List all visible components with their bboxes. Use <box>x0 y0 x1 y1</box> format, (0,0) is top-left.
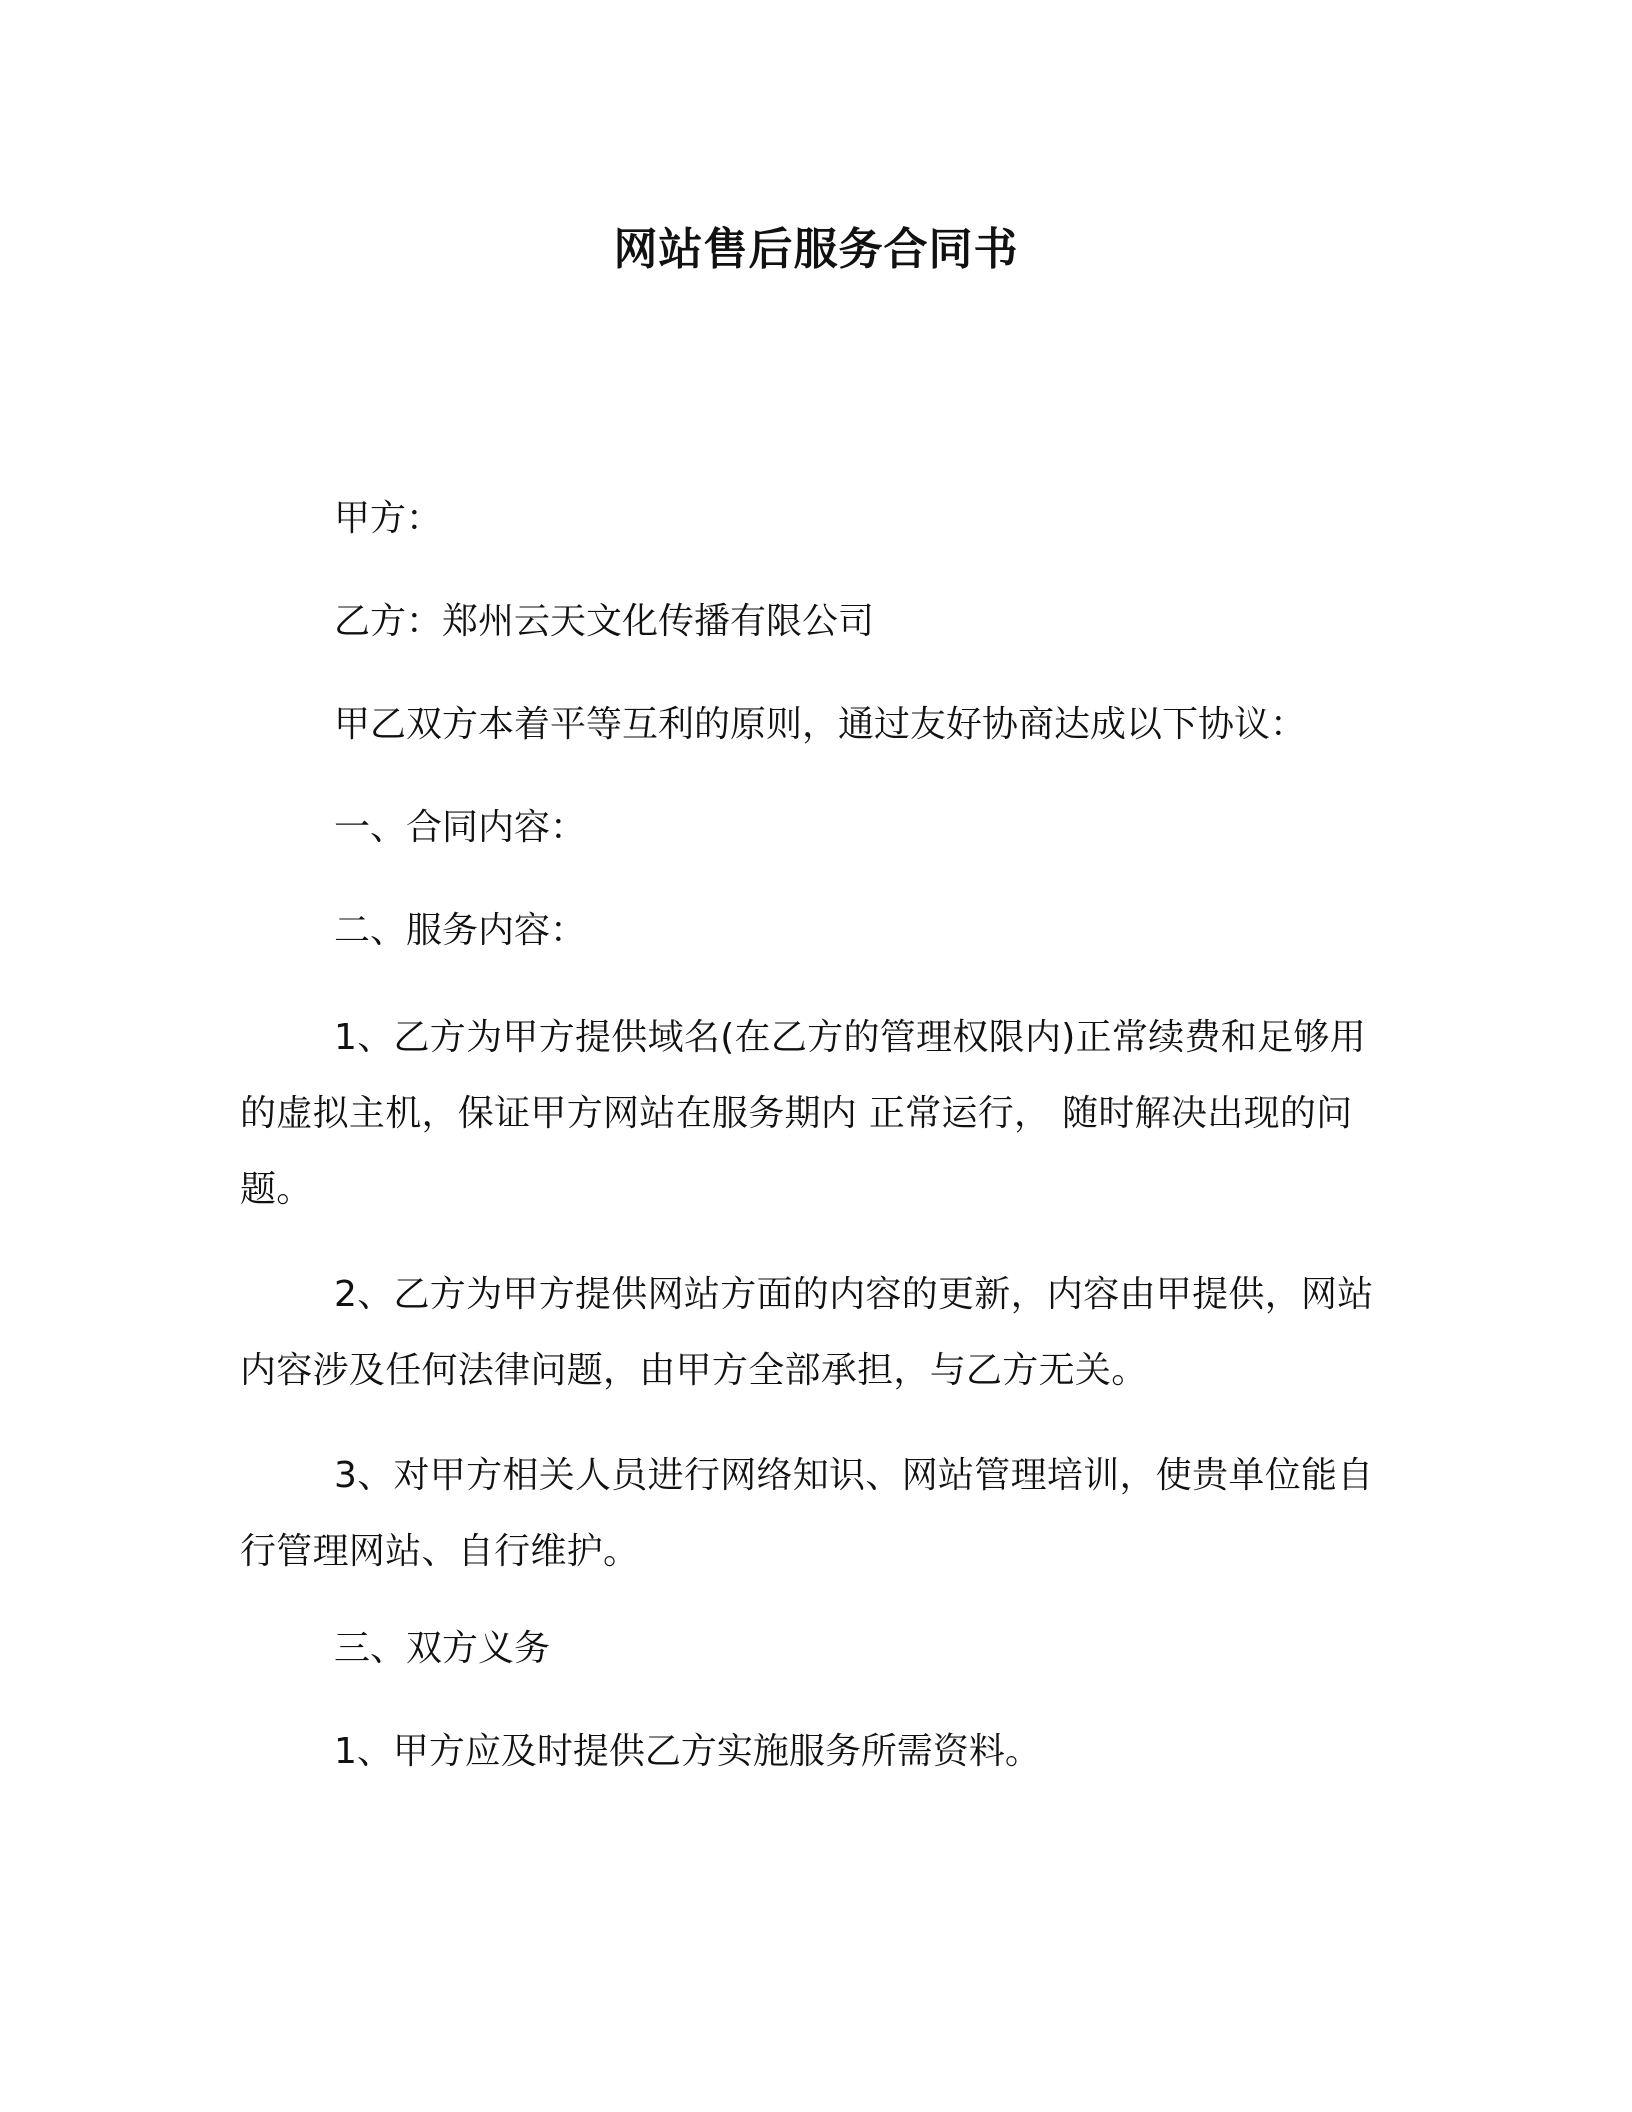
preamble-line: 甲乙双方本着平等互利的原则，通过友好协商达成以下协议： <box>334 704 1307 745</box>
party-a-line: 甲方： <box>334 498 443 539</box>
obligation-item-1: 1、甲方应及时提供乙方实施服务所需资料。 <box>334 1731 1041 1772</box>
section-service-content: 二、服务内容： <box>334 910 587 951</box>
document-title: 网站售后服务合同书 <box>613 224 1019 275</box>
service-item-1: 1、乙方为甲方提供域名(在乙方的管理权限内)正常续费和足够用的虚拟主机，保证甲方网站在服务期内 正常运行， 随时解决出现的问题。 <box>240 1017 1366 1210</box>
service-item-3: 3、对甲方相关人员进行网络知识、网站管理培训，使贵单位能自行管理网站、自行维护。 <box>240 1455 1374 1572</box>
party-b-line: 乙方：郑州云天文化传播有限公司 <box>334 601 875 642</box>
section-contract-content: 一、合同内容： <box>334 807 587 848</box>
service-item-2: 2、乙方为甲方提供网站方面的内容的更新，内容由甲提供，网站内容涉及任何法律问题，由甲方全部承担，与乙方无关。 <box>240 1274 1374 1391</box>
section-obligations: 三、双方义务 <box>334 1628 551 1669</box>
